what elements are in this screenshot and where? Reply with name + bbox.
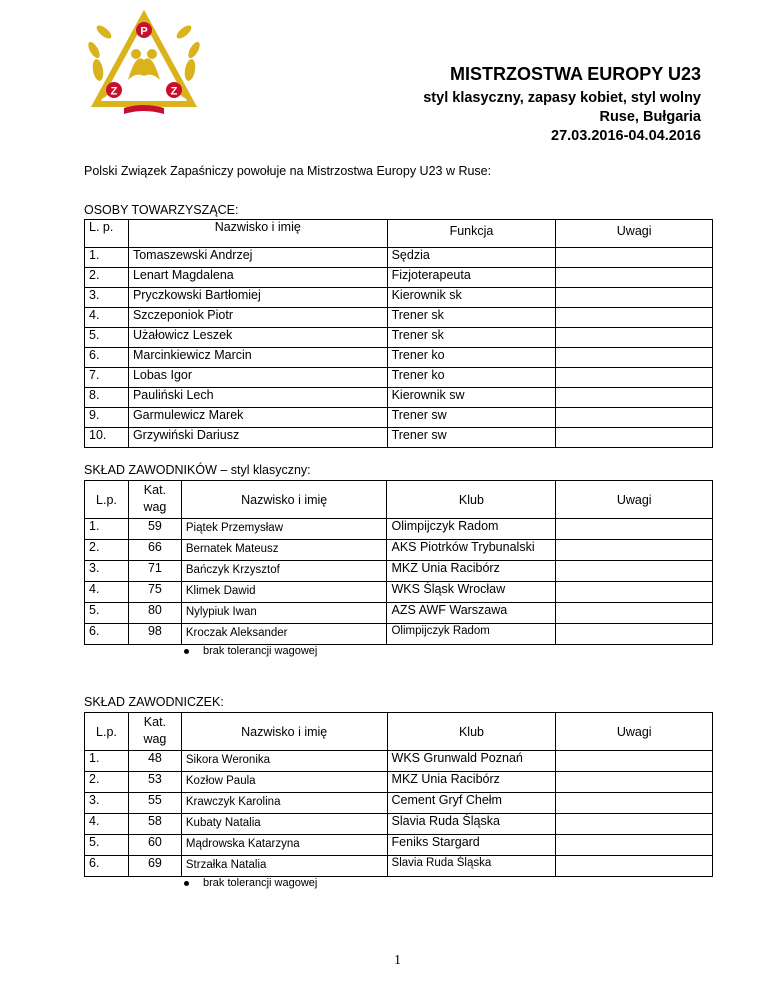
remarks-cell [556, 328, 713, 348]
remarks-cell [556, 624, 713, 645]
pzz-logo [84, 10, 204, 122]
women-table [84, 712, 713, 877]
column-header: Nazwisko i imię [128, 220, 387, 248]
athlete-name: Sikora Weronika [181, 751, 387, 772]
person-name: Użałowicz Leszek [128, 328, 387, 348]
athlete-name: Strzałka Natalia [181, 856, 387, 877]
note-text: brak tolerancji wagowej [203, 877, 318, 889]
table-row [85, 408, 713, 428]
column-header: Klub [387, 713, 556, 751]
person-role: Trener ko [387, 368, 556, 388]
column-header: Uwagi [556, 220, 713, 248]
weight-category: 58 [128, 814, 181, 835]
person-name: Grzywiński Dariusz [128, 428, 387, 448]
row-number: 7. [85, 368, 129, 388]
weight-category: 80 [128, 603, 181, 624]
remarks-cell [556, 428, 713, 448]
remarks-cell [556, 268, 713, 288]
athlete-name: Piątek Przemysław [181, 519, 387, 540]
logo-letter: Z [110, 85, 118, 98]
row-number: 2. [85, 540, 129, 561]
remarks-cell [556, 561, 713, 582]
remarks-cell [556, 582, 713, 603]
table-row [85, 772, 713, 793]
table-row [85, 561, 713, 582]
athlete-name: Nylypiuk Iwan [181, 603, 387, 624]
table-row [85, 835, 713, 856]
person-role: Trener sk [387, 308, 556, 328]
athlete-name: Klimek Dawid [181, 582, 387, 603]
person-name: Lobas Igor [128, 368, 387, 388]
club-name: AKS Piotrków Trybunalski [387, 540, 556, 561]
person-role: Kierownik sw [387, 388, 556, 408]
person-name: Szczeponiok Piotr [128, 308, 387, 328]
person-name: Tomaszewski Andrzej [128, 248, 387, 268]
row-number: 4. [85, 308, 129, 328]
row-number: 2. [85, 268, 129, 288]
athlete-name: Bańczyk Krzysztof [181, 561, 387, 582]
club-name: Cement Gryf Chełm [387, 793, 556, 814]
column-header: Kat. wag [128, 713, 181, 751]
table-row [85, 368, 713, 388]
remarks-cell [556, 793, 713, 814]
person-name: Garmulewicz Marek [128, 408, 387, 428]
person-role: Trener sw [387, 408, 556, 428]
column-header: Funkcja [387, 220, 556, 248]
person-role: Kierownik sk [387, 288, 556, 308]
row-number: 6. [85, 856, 129, 877]
column-header: Klub [387, 481, 556, 519]
club-name: Olimpijczyk Radom [387, 624, 556, 645]
remarks-cell [556, 751, 713, 772]
remarks-cell [556, 388, 713, 408]
logo-letter: Z [170, 85, 178, 98]
club-name: Slavia Ruda Śląska [387, 856, 556, 877]
table-row [85, 288, 713, 308]
weight-category: 59 [128, 519, 181, 540]
column-header: Uwagi [556, 713, 713, 751]
classic-heading: SKŁAD ZAWODNIKÓW – styl klasyczny: [84, 463, 311, 477]
women-heading: SKŁAD ZAWODNICZEK: [84, 695, 224, 709]
remarks-cell [556, 772, 713, 793]
person-name: Lenart Magdalena [128, 268, 387, 288]
person-role: Trener ko [387, 348, 556, 368]
column-header: Kat. wag [128, 481, 181, 519]
row-number: 10. [85, 428, 129, 448]
row-number: 6. [85, 348, 129, 368]
table-row [85, 603, 713, 624]
remarks-cell [556, 248, 713, 268]
remarks-cell [556, 288, 713, 308]
athlete-name: Kubaty Natalia [181, 814, 387, 835]
athlete-name: Bernatek Mateusz [181, 540, 387, 561]
document-title: MISTRZOSTWA EUROPY U23 [449, 64, 701, 84]
weight-category: 75 [128, 582, 181, 603]
table-header-row [85, 481, 713, 519]
person-name: Pauliński Lech [128, 388, 387, 408]
weight-category: 60 [128, 835, 181, 856]
club-name: Slavia Ruda Śląska [387, 814, 556, 835]
person-role: Fizjoterapeuta [387, 268, 556, 288]
row-number: 3. [85, 793, 129, 814]
athlete-name: Krawczyk Karolina [181, 793, 387, 814]
person-role: Sędzia [387, 248, 556, 268]
column-header: L. p. [85, 220, 129, 248]
row-number: 2. [85, 772, 129, 793]
document-subtitle: styl klasyczny, zapasy kobiet, styl wolny [423, 90, 701, 106]
staff-table [84, 219, 713, 448]
remarks-cell [556, 856, 713, 877]
remarks-cell [556, 814, 713, 835]
row-number: 5. [85, 328, 129, 348]
document-location: Ruse, Bułgaria [599, 109, 701, 125]
row-number: 9. [85, 408, 129, 428]
table-row [85, 540, 713, 561]
classic-table [84, 480, 713, 645]
table-row [85, 428, 713, 448]
weight-category: 71 [128, 561, 181, 582]
weight-tolerance-note [184, 645, 317, 657]
person-role: Trener sw [387, 428, 556, 448]
athlete-name: Kroczak Aleksander [181, 624, 387, 645]
intro-text: Polski Związek Zapaśniczy powołuje na Mistrzostwa Europy U23 w Ruse: [84, 164, 492, 178]
row-number: 8. [85, 388, 129, 408]
club-name: MKZ Unia Racibórz [387, 561, 556, 582]
club-name: WKS Śląsk Wrocław [387, 582, 556, 603]
weight-category: 66 [128, 540, 181, 561]
remarks-cell [556, 348, 713, 368]
athlete-name: Kozłow Paula [181, 772, 387, 793]
staff-heading: OSOBY TOWARZYSZĄCE: [84, 203, 239, 217]
table-row [85, 308, 713, 328]
remarks-cell [556, 408, 713, 428]
bullet-icon [184, 881, 189, 886]
column-header: L.p. [85, 481, 129, 519]
club-name: Olimpijczyk Radom [387, 519, 556, 540]
athlete-name: Mądrowska Katarzyna [181, 835, 387, 856]
wrestlers-figure [128, 58, 160, 80]
table-row [85, 388, 713, 408]
remarks-cell [556, 368, 713, 388]
column-header: Uwagi [556, 481, 713, 519]
table-header-row [85, 220, 713, 248]
table-row [85, 268, 713, 288]
row-number: 3. [85, 561, 129, 582]
row-number: 6. [85, 624, 129, 645]
table-row [85, 348, 713, 368]
row-number: 5. [85, 603, 129, 624]
club-name: Feniks Stargard [387, 835, 556, 856]
bullet-icon [184, 649, 189, 654]
row-number: 5. [85, 835, 129, 856]
person-name: Marcinkiewicz Marcin [128, 348, 387, 368]
table-header-row [85, 713, 713, 751]
document-dates: 27.03.2016-04.04.2016 [551, 128, 701, 144]
remarks-cell [556, 835, 713, 856]
note-text: brak tolerancji wagowej [203, 645, 318, 657]
column-header: Nazwisko i imię [181, 713, 387, 751]
table-row [85, 624, 713, 645]
table-row [85, 582, 713, 603]
table-row [85, 248, 713, 268]
weight-tolerance-note [184, 877, 317, 889]
logo-letter: P [140, 25, 148, 38]
table-row [85, 814, 713, 835]
row-number: 4. [85, 582, 129, 603]
column-header: Nazwisko i imię [181, 481, 387, 519]
row-number: 1. [85, 751, 129, 772]
weight-category: 48 [128, 751, 181, 772]
page-number: 1 [394, 953, 401, 968]
table-row [85, 751, 713, 772]
table-row [85, 793, 713, 814]
person-name: Pryczkowski Bartłomiej [128, 288, 387, 308]
weight-category: 69 [128, 856, 181, 877]
remarks-cell [556, 540, 713, 561]
weight-category: 98 [128, 624, 181, 645]
remarks-cell [556, 308, 713, 328]
row-number: 4. [85, 814, 129, 835]
club-name: AZS AWF Warszawa [387, 603, 556, 624]
column-header: L.p. [85, 713, 129, 751]
club-name: MKZ Unia Racibórz [387, 772, 556, 793]
table-row [85, 856, 713, 877]
table-row [85, 328, 713, 348]
weight-category: 55 [128, 793, 181, 814]
row-number: 3. [85, 288, 129, 308]
row-number: 1. [85, 248, 129, 268]
weight-category: 53 [128, 772, 181, 793]
remarks-cell [556, 519, 713, 540]
person-role: Trener sk [387, 328, 556, 348]
remarks-cell [556, 603, 713, 624]
table-row [85, 519, 713, 540]
club-name: WKS Grunwald Poznań [387, 751, 556, 772]
row-number: 1. [85, 519, 129, 540]
